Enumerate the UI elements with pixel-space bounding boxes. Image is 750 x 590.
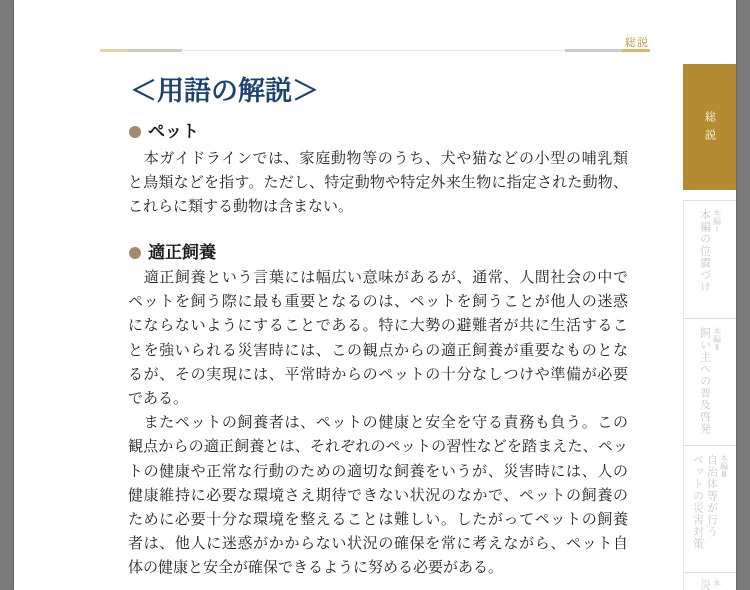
text-line: るが、その実現には、平常時からのペットの十分なしつけや準備が必要 <box>128 364 628 383</box>
text-line: 健康維持に必要な環境さえ期待できない状況のなかで、ペットの飼養の <box>128 485 628 504</box>
text-line: である。 <box>128 388 189 407</box>
text-line: 本ガイドラインでは、家庭動物等のうち、犬や猫などの小型の哺乳類 <box>128 149 628 167</box>
tab-title: 総説 <box>703 111 717 147</box>
text-line: と鳥類などを指す。ただし、特定動物や特定外来生物に指定された動物、 <box>128 173 628 192</box>
tab-title: 自治体等が行う <box>705 454 719 538</box>
tab-label: 本編Ⅰ <box>712 209 722 234</box>
tab-title: 飼い主への普及啓発 <box>698 327 712 435</box>
tab-text <box>698 327 723 435</box>
text-line: 体の健康と安全が確保できるように努める必要がある。 <box>128 558 504 577</box>
circle-bullet-icon <box>129 126 141 138</box>
page-title: ＜用語の解説＞ <box>130 76 319 107</box>
text-line: 者は、他人に迷惑がかからない状況の確保を常に考えながら、ペット自 <box>128 534 628 553</box>
tab-label: 本 <box>712 579 722 587</box>
circle-bullet-icon <box>129 247 141 259</box>
tab-label: 本編Ⅱ <box>712 327 722 352</box>
text-line: 適正飼養という言葉には幅広い意味があるが、通常、人間社会の中で <box>128 268 628 286</box>
section-heading <box>128 120 628 144</box>
tab-text <box>703 111 717 147</box>
tab-part-2[interactable] <box>683 318 736 445</box>
tab-overview[interactable] <box>683 64 736 190</box>
tab-text <box>691 454 730 550</box>
tab-title: ペットの災害対策 <box>691 454 705 550</box>
tab-part-4[interactable] <box>683 572 736 590</box>
section-body <box>128 265 628 579</box>
tab-label: 本編Ⅲ <box>719 454 729 479</box>
header-rule-segment <box>100 49 128 52</box>
tab-title: 災 <box>698 579 712 590</box>
section-body <box>128 146 628 219</box>
running-header: 総説 <box>625 36 649 49</box>
text-line: ペットを飼う際に最も重要となるのは、ペットを飼うことが他人の迷惑 <box>128 292 628 311</box>
text-line: とを強いられる災害時には、この観点からの適正飼養が重要なものとな <box>128 340 628 359</box>
text-line: ために必要十分な環境を整えることは難しい。したがってペットの飼養 <box>128 509 628 528</box>
tab-title: 本編の位置づけ <box>698 209 712 293</box>
header-rule-segment <box>622 49 650 52</box>
header-rule-segment <box>565 49 622 52</box>
tab-part-1[interactable] <box>683 200 736 318</box>
text-line: これらに類する動物は含まない。 <box>128 197 354 216</box>
section-heading-text: ペット <box>148 122 199 142</box>
section-pet <box>128 120 628 219</box>
section-heading-text: 適正飼養 <box>148 243 216 263</box>
chapter-index-tabs <box>683 64 736 590</box>
section-heading <box>128 241 628 265</box>
header-rule <box>100 49 650 52</box>
text-line: またペットの飼養者は、ペットの健康と安全を守る責務も負う。この <box>128 413 628 432</box>
tab-part-3[interactable] <box>683 445 736 572</box>
document-page <box>14 0 736 590</box>
section-proper-keeping <box>128 241 628 579</box>
text-line: にならないようにすることである。特に大勢の避難者が共に生活するこ <box>128 316 628 335</box>
text-line: 観点からの適正飼養とは、それぞれのペットの習性などを踏まえた、ペッ <box>128 437 628 456</box>
tab-text <box>698 579 723 590</box>
header-rule-segment <box>128 49 182 52</box>
tab-text <box>698 209 723 293</box>
text-line: トの健康や正常な行動のための適切な飼養をいうが、災害時には、人の <box>128 461 628 480</box>
